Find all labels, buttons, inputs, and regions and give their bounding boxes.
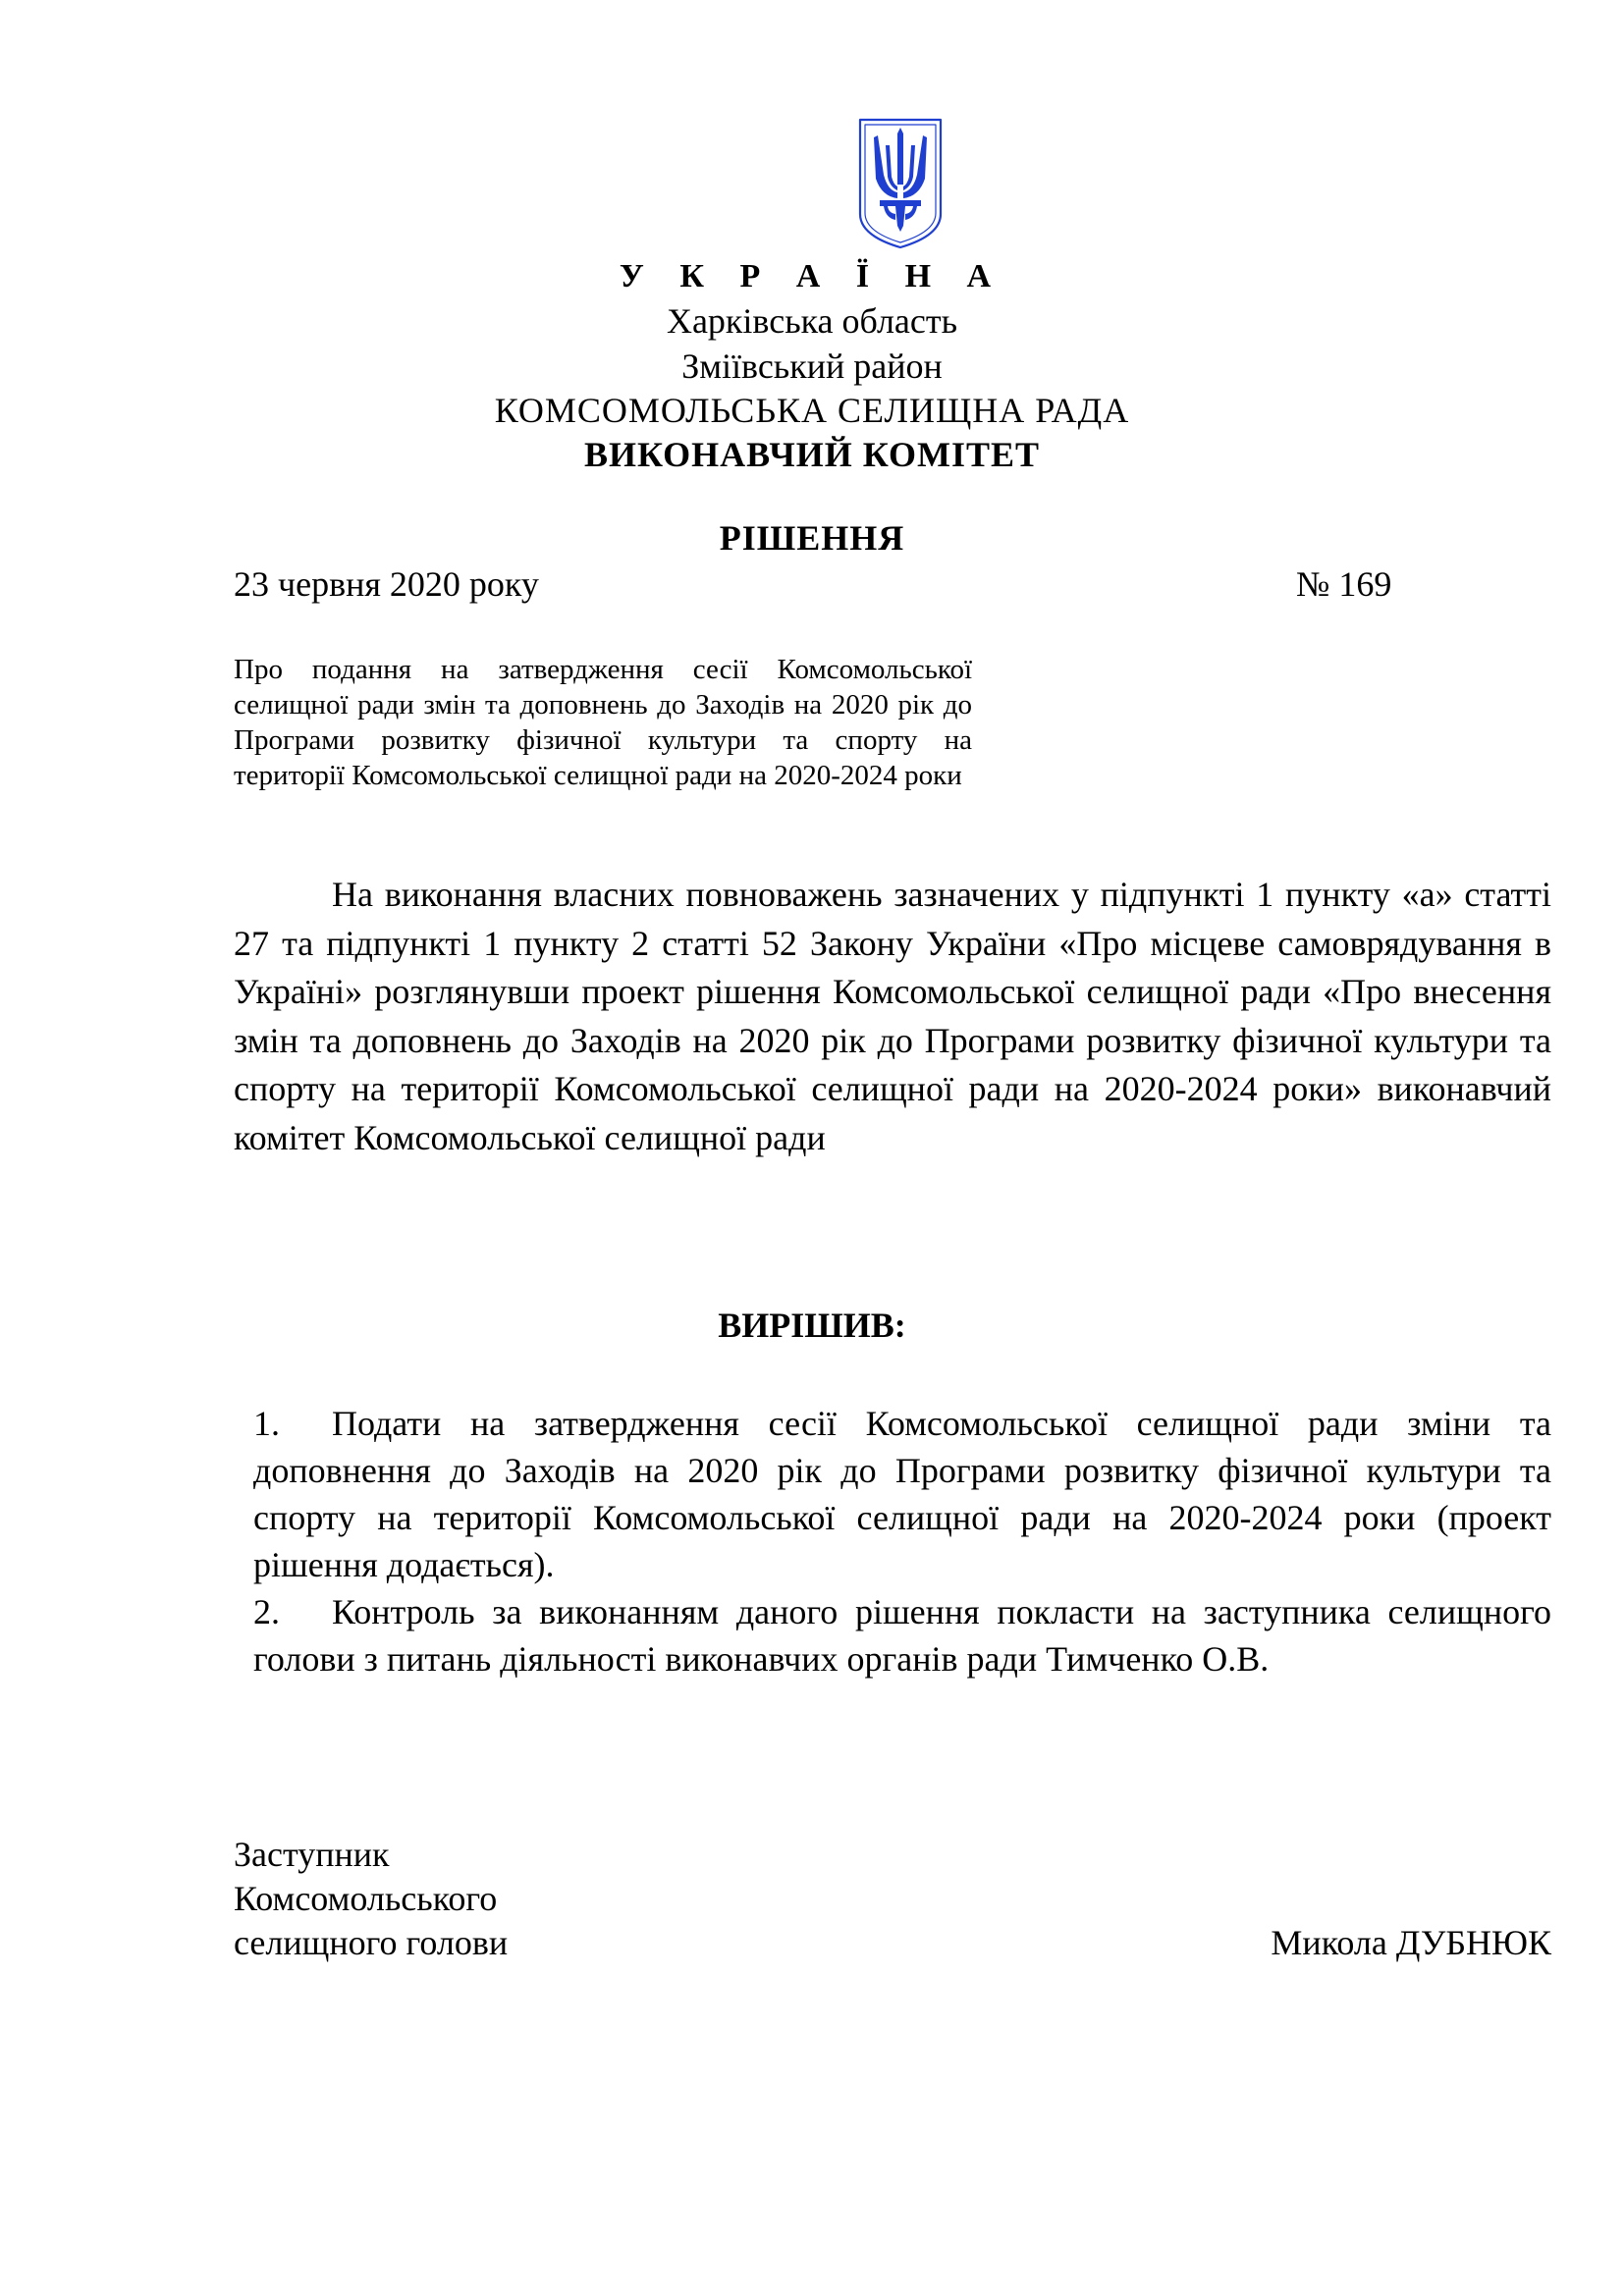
preamble-paragraph: На виконання власних повноважень зазначених у підпункті 1 пункту «а» статті 27 та підпункті 1 пункту 2 статті 52 Закону України «Про місцеве самоврядування в Україні» розглянувши проект рішення Комсомольської селищної ради «Про внесення змін та доповнень до Заходів на 2020 рік до Програми розвитку фізичної культури та спорту на території Комсомольської селищної ради на 2020-2024 роки» виконавчий комітет Комсомольської селищної ради [234, 875, 1551, 1157]
signatory-name: Микола ДУБНЮК [1271, 1923, 1551, 1962]
decision-number: № 169 [1296, 564, 1392, 604]
item-text: Контроль за виконанням даного рішення покласти на заступника селищного голови з питань діяльності виконавчих органів ради Тимченко О.В. [253, 1592, 1551, 1679]
resolution-items [253, 1400, 1551, 1682]
council-name: КОМСОМОЛЬСЬКА СЕЛИЩНА РАДА [494, 391, 1130, 430]
country-name: У К Р А Ї Н А [619, 258, 1005, 294]
signatory-position-line: селищного голови [234, 1923, 509, 1962]
resolution-item-1 [253, 1400, 1551, 1588]
item-number: 1. [253, 1404, 280, 1443]
region-name: Харківська область [666, 301, 958, 341]
signatory-position-line: Заступник [234, 1835, 390, 1874]
coat-of-arms-trident-icon [856, 116, 945, 251]
district-name: Зміївський район [681, 347, 943, 386]
resolution-item-2 [253, 1588, 1551, 1682]
committee-name: ВИКОНАВЧИЙ КОМІТЕТ [583, 435, 1041, 474]
document-title: РІШЕННЯ [719, 518, 905, 558]
decision-subject: Про подання на затвердження сесії Комсомольської селищної ради змін та доповнень до Заходів на 2020 рік до Програми розвитку фізичної культури та спорту на території Комсомольської селищної ради на 2020-2024 роки [234, 654, 972, 791]
decision-date: 23 червня 2020 року [234, 564, 539, 604]
signatory-position-line: Комсомольського [234, 1879, 498, 1918]
item-text: Подати на затвердження сесії Комсомольської селищної ради зміни та доповнення до Заходів на 2020 рік до Програми розвитку фізичної культури та спорту на території Комсомольської селищної ради на 2020-2024 роки (проект рішення додається). [253, 1404, 1551, 1584]
signatory-position [234, 1833, 508, 1965]
resolved-heading: ВИРІШИВ: [718, 1306, 906, 1345]
item-number: 2. [253, 1592, 280, 1631]
